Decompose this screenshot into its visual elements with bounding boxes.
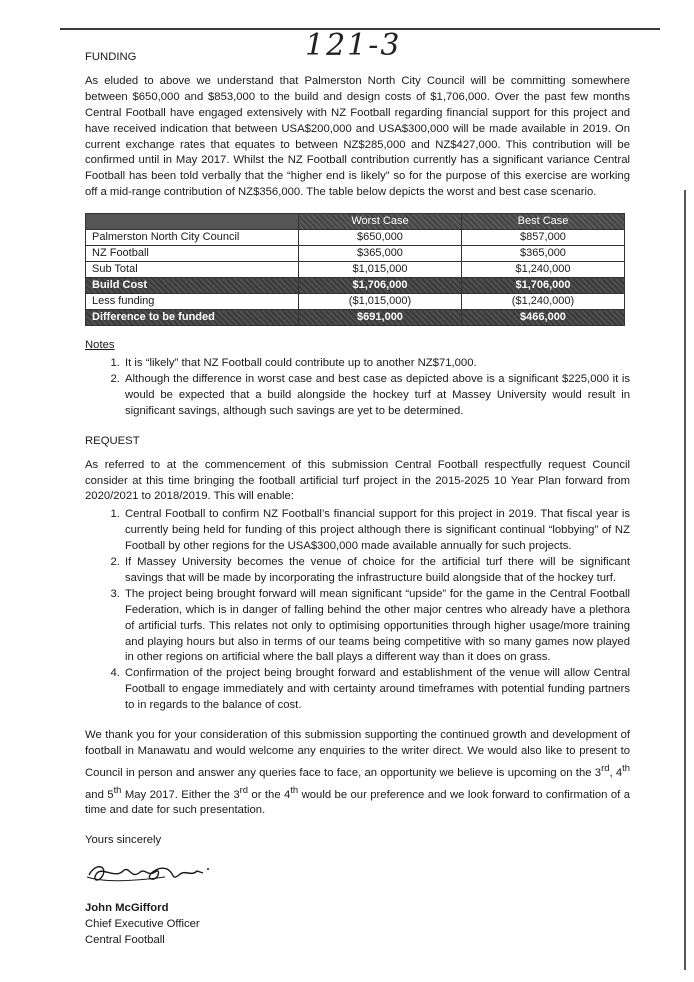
table-row	[86, 294, 625, 310]
closing-text: and 5	[85, 788, 114, 801]
row-best: $857,000	[462, 230, 625, 246]
row-worst: $650,000	[299, 230, 462, 246]
row-label: Palmerston North City Council	[86, 230, 299, 246]
row-worst: $365,000	[299, 246, 462, 262]
list-item: 2. Although the difference in worst case and best case as depicted above is a significant $225,000 it is would be expected that a build alongside the hockey turf at Massey University would result in significant savings, although such savings are yet to be determined.	[123, 372, 630, 420]
table-row	[86, 262, 625, 278]
row-worst: $691,000	[299, 310, 462, 326]
handwritten-annotation: 121-3	[305, 28, 402, 63]
closing-paragraph	[85, 728, 630, 819]
list-item: 3. The project being brought forward will mean significant “upside” for the game in the Central Football Federation, which is in danger of falling behind the other major centres who already have a plethora of artificial turfs. This relates not only to optimising opportunities through higher usage/more training and playing hours but also in terms of our teams being competitive with so many games now played in other regions on artificial where the ball plays a different way than it does on grass.	[123, 587, 630, 667]
closing-text: May 2017. Either the 3	[121, 788, 240, 801]
table-row-highlight	[86, 278, 625, 294]
ordinal-suffix: rd	[239, 783, 249, 795]
signatory-org: Central Football	[85, 933, 165, 946]
row-best: $1,240,000	[462, 262, 625, 278]
signatory-title: Chief Executive Officer	[85, 917, 200, 930]
row-label: NZ Football	[86, 246, 299, 262]
notes-list	[85, 356, 630, 420]
row-worst: ($1,015,000)	[299, 294, 462, 310]
letter-body	[85, 50, 630, 949]
closing-text: , 4	[609, 766, 623, 779]
row-label: Difference to be funded	[86, 310, 299, 326]
table-header-row	[86, 214, 625, 230]
scan-edge-line	[684, 190, 686, 970]
valediction: Yours sincerely	[85, 834, 162, 847]
request-list	[85, 507, 630, 714]
row-best: $365,000	[462, 246, 625, 262]
signatory-name: John McGifford	[85, 901, 169, 914]
ordinal-suffix: th	[290, 783, 299, 795]
row-worst: $1,706,000	[299, 278, 462, 294]
funding-paragraph: As eluded to above we understand that Palmerston North City Council will be committing somewhere between $650,000 and $853,000 to the build and design costs of $1,706,000. Over the past few months Central Football have engaged extensively with NZ Football regarding financial support for this project and have received indication that between USA$200,000 and USA$300,000 will be made available in 2019. On current exchange rates that equates to between NZ$285,000 and NZ$427,000. This contribution will be confirmed until in May 2017. Whilst the NZ Football contribution currently has a significant variance Central Football has been told verbally that the “higher end is likely” so for the purpose of this exercise are working off a mid-range contribution of NZ$356,000. The table below depicts the worst and best case scenario.	[85, 74, 630, 199]
signature-image	[85, 853, 225, 893]
row-worst: $1,015,000	[299, 262, 462, 278]
ordinal-suffix: th	[622, 761, 630, 773]
row-best: ($1,240,000)	[462, 294, 625, 310]
list-item: 1. Central Football to confirm NZ Football’s financial support for this project in 2019. That fiscal year is currently being held for funding of this project although there is significant continual “lobbying” of NZ Football by other regions for the USA$300,000 made available annually for such projects.	[123, 507, 630, 555]
row-label: Sub Total	[86, 262, 299, 278]
request-intro: As referred to at the commencement of this submission Central Football respectfully request Council consider at this time bringing the football artificial turf project in the 2015-2025 10 Year Plan forward from 2020/2021 to 2018/2019. This will enable:	[85, 458, 630, 503]
row-label: Build Cost	[86, 278, 299, 294]
request-heading: REQUEST	[85, 434, 140, 447]
row-best: $466,000	[462, 310, 625, 326]
closing-text: We thank you for your consideration of this submission supporting the continued growth and development of football in Manawatu and would welcome any enquiries to the writer direct. We would also like to present to Council in person and answer any queries face to face, an opportunity we believe is upcoming on the 3	[85, 729, 630, 779]
list-item: 4. Confirmation of the project being brought forward and establishment of the venue will allow Central Football to engage immediately and with certainty around timeframes with potential funding partners to in regards to the balance of cost.	[123, 666, 630, 714]
table-header-blank	[86, 214, 299, 230]
table-header-best: Best Case	[462, 214, 625, 230]
table-header-worst: Worst Case	[299, 214, 462, 230]
list-item: 2. If Massey University becomes the venue of choice for the artificial turf there will be significant savings that will be made by incorporating the infrastructure build alongside that of the hockey turf.	[123, 555, 630, 587]
closing-text: or the 4	[248, 788, 291, 801]
row-best: $1,706,000	[462, 278, 625, 294]
table-row	[86, 246, 625, 262]
table-row-highlight	[86, 310, 625, 326]
notes-heading: Notes	[85, 339, 115, 352]
list-item: 1. It is “likely” that NZ Football could contribute up to another NZ$71,000.	[123, 356, 630, 372]
table-row	[86, 230, 625, 246]
closing-text: would be our preference and we look forward to confirmation of a time and date for such presentation.	[85, 788, 630, 817]
row-label: Less funding	[86, 294, 299, 310]
ordinal-suffix: rd	[601, 761, 610, 773]
funding-table	[85, 213, 625, 326]
ordinal-suffix: th	[113, 783, 122, 795]
funding-heading: FUNDING	[85, 51, 137, 63]
